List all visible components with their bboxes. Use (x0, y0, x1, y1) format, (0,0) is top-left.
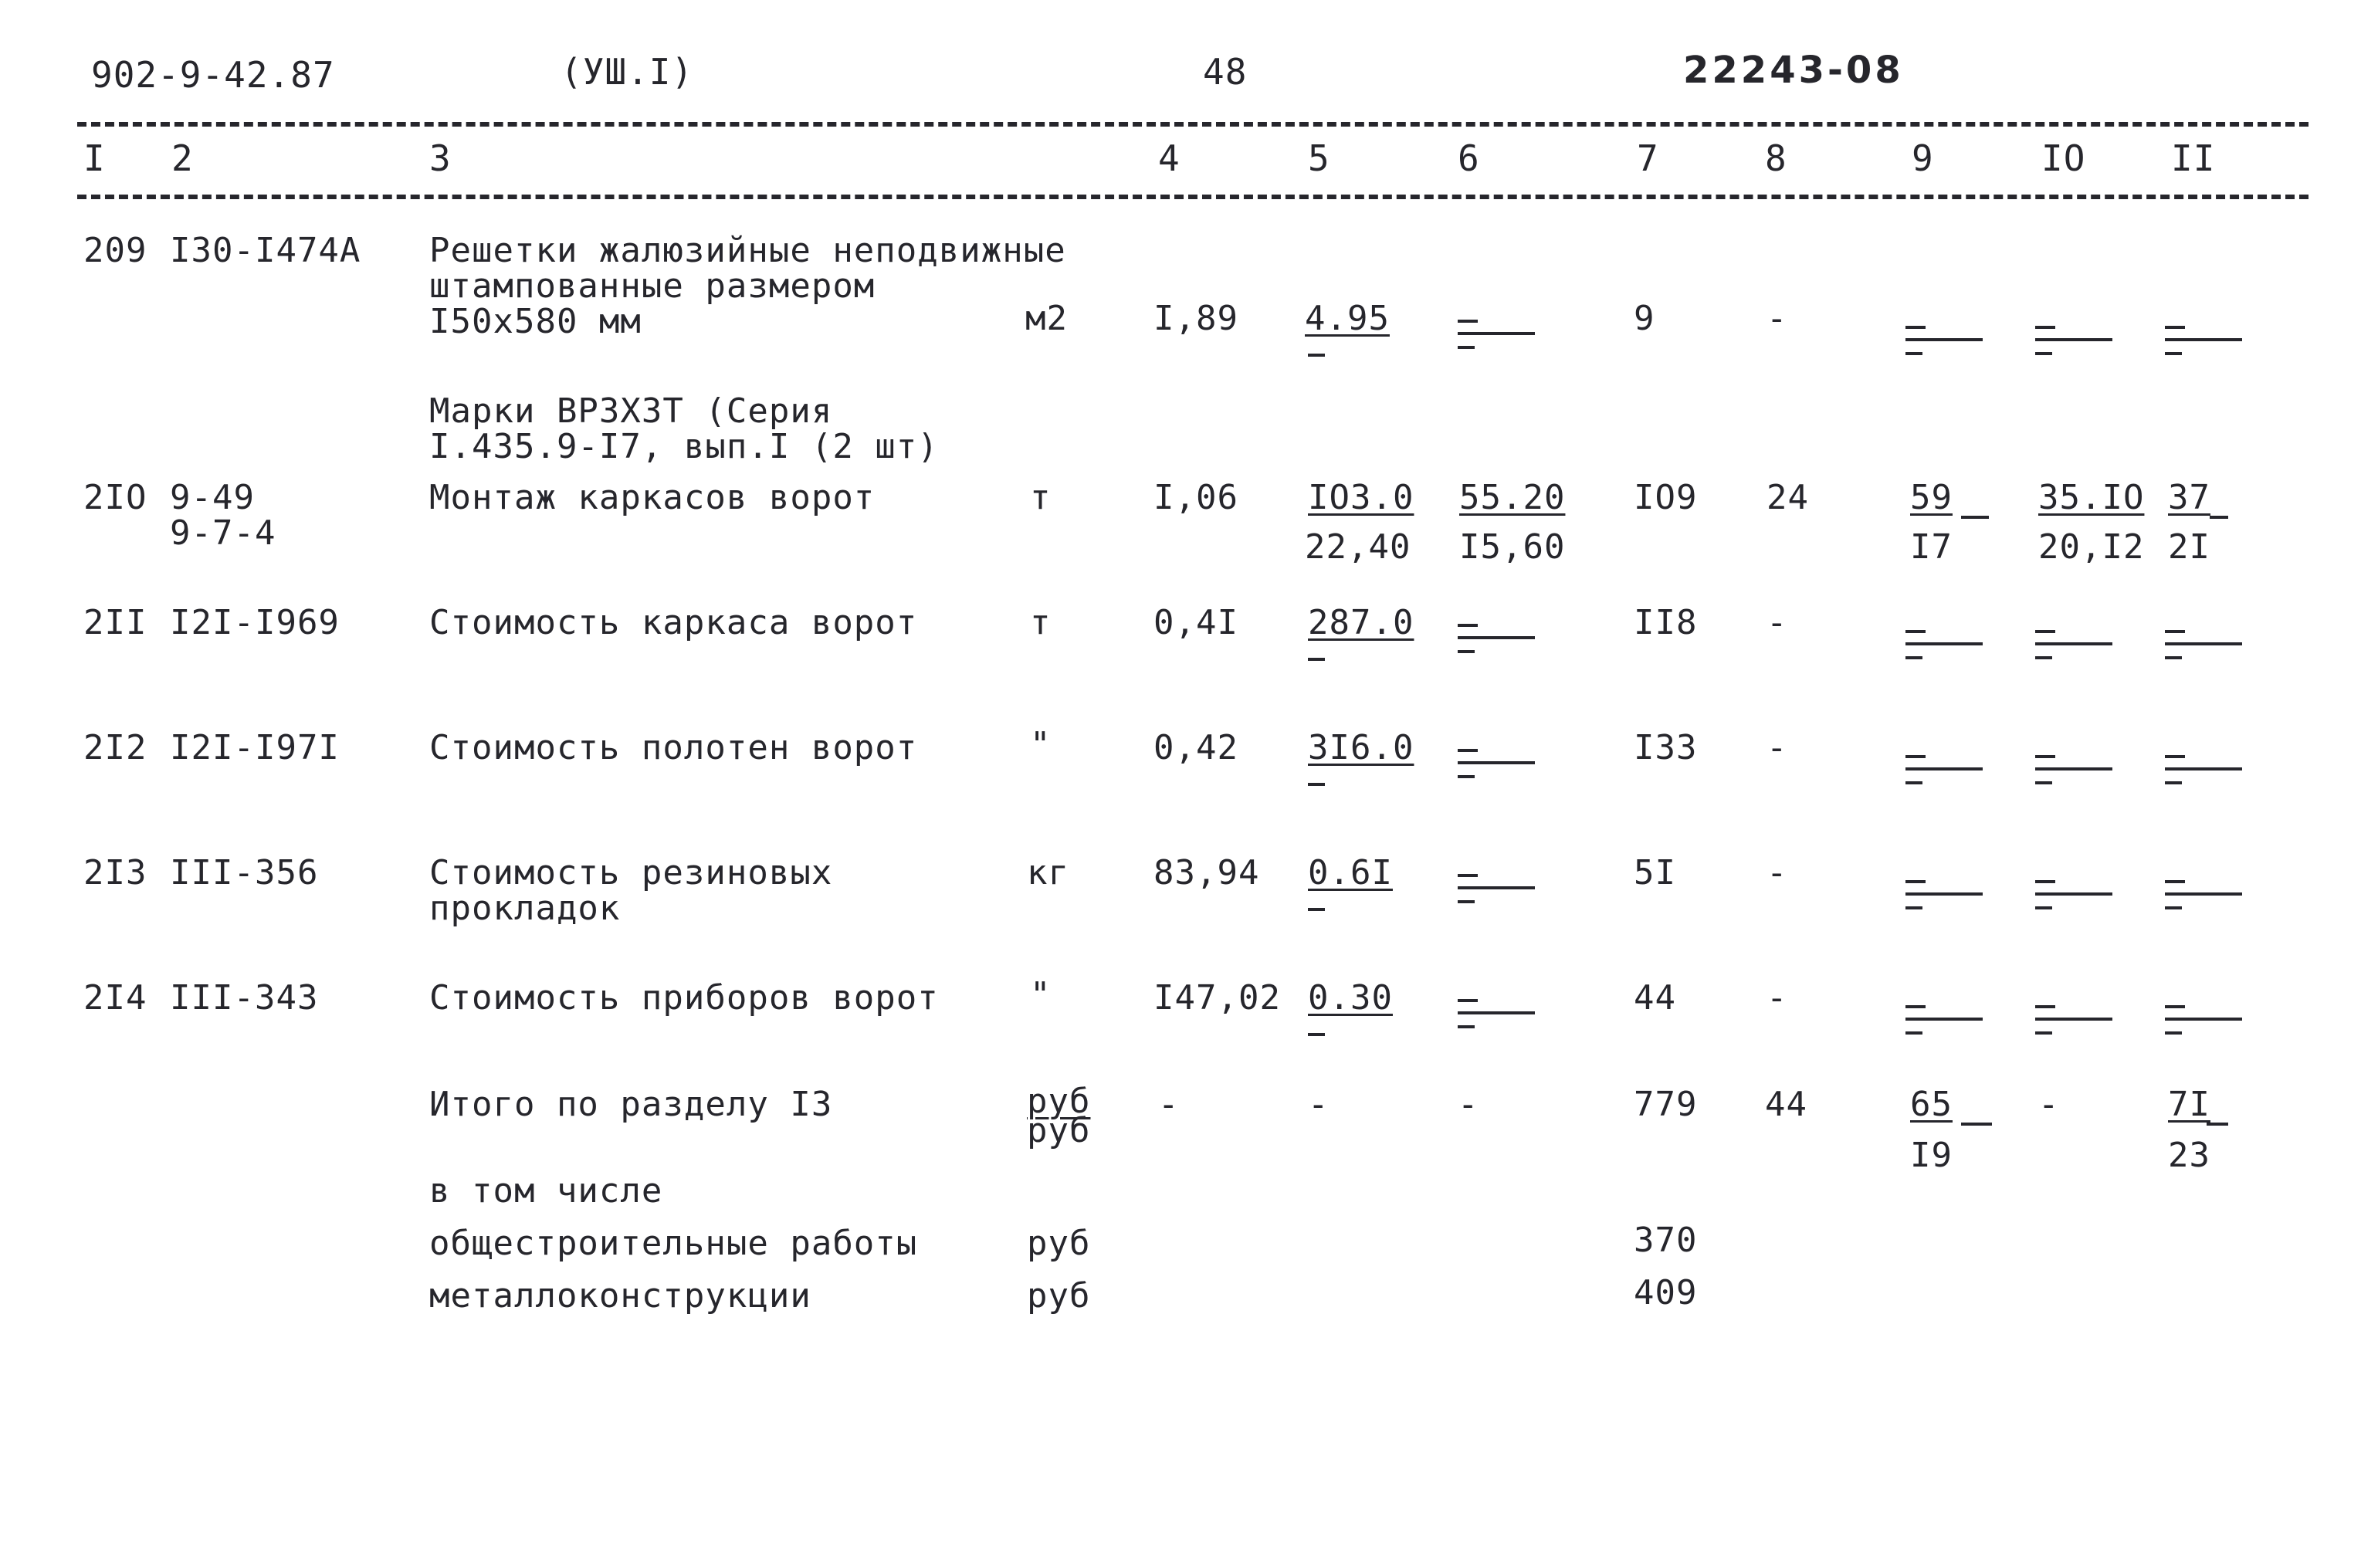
total-unit-bottom: руб (1027, 1111, 1091, 1150)
row-col9-bottom: I7 (1910, 527, 1953, 567)
row-quantity: 83,94 (1153, 853, 1260, 892)
total-label: Итого по разделу I3 (429, 1085, 833, 1124)
empty-fraction-mark (1458, 613, 1535, 659)
column-number-11: II (2171, 137, 2216, 179)
row-description-line: Стоимость резиновых (429, 853, 833, 892)
subtotal-label: металлоконструкции (429, 1276, 811, 1316)
row-total-cost: 5I (1634, 853, 1676, 892)
row-col6-bottom: I5,60 (1459, 527, 1566, 567)
empty-fraction-mark (2165, 869, 2242, 916)
row-col8: - (1767, 299, 1788, 338)
row-unit-cost: 3I6.0 (1308, 728, 1414, 767)
row-code: 9-7-4 (170, 513, 276, 553)
total-col6: - (1458, 1085, 1479, 1124)
empty-fraction-mark (1905, 744, 1983, 791)
total-col5: - (1308, 1085, 1330, 1124)
row-col8: - (1767, 603, 1788, 642)
empty-fraction-mark (1458, 988, 1535, 1035)
row-unit: м2 (1025, 299, 1068, 338)
total-col9-bottom: I9 (1910, 1136, 1953, 1175)
fraction-bar (2207, 1123, 2228, 1126)
row-number: 2IO (83, 478, 147, 517)
row-code: 9-49 (170, 478, 255, 517)
empty-fraction-mark (1308, 1033, 1325, 1036)
column-number-8: 8 (1765, 137, 1787, 179)
subtotal-value: 370 (1634, 1221, 1698, 1260)
row-col11-bottom: 2I (2168, 527, 2210, 567)
row-total-cost: IO9 (1634, 478, 1698, 517)
total-col7: 779 (1634, 1085, 1698, 1124)
column-number-6: 6 (1458, 137, 1480, 179)
row-unit-cost: 0.6I (1308, 853, 1393, 892)
row-code: III-343 (170, 978, 319, 1018)
empty-fraction-mark (1905, 869, 1983, 916)
row-description-line: Решетки жалюзийные неподвижные (429, 231, 1066, 270)
doc-code: 902-9-42.87 (91, 54, 335, 96)
row-unit: " (1030, 975, 1052, 1014)
row-total-cost: 44 (1634, 978, 1676, 1018)
row-total-cost: II8 (1634, 603, 1698, 642)
column-number-1: I (83, 137, 106, 179)
empty-fraction-mark (1308, 908, 1325, 911)
total-col8: 44 (1765, 1085, 1807, 1124)
empty-fraction-mark (1308, 354, 1325, 357)
empty-fraction-mark (1308, 658, 1325, 661)
empty-fraction-mark (2035, 994, 2112, 1041)
subtotal-label: общестроительные работы (429, 1224, 918, 1263)
row-quantity: 0,4I (1153, 603, 1238, 642)
row-description-line: I50x580 мм (429, 302, 642, 341)
empty-fraction-mark (2165, 994, 2242, 1041)
row-col11-top: 37 (2168, 478, 2210, 517)
row-col6-top: 55.20 (1459, 478, 1566, 517)
column-number-3: 3 (429, 137, 452, 179)
fraction-bar (1961, 1123, 1992, 1126)
empty-fraction-mark (2165, 619, 2242, 665)
including-label: в том числе (429, 1171, 663, 1211)
column-number-10: IO (2041, 137, 2086, 179)
header-top-rule (77, 122, 2308, 127)
row-unit-cost: 4.95 (1305, 299, 1390, 338)
row-number: 2I4 (83, 978, 147, 1018)
row-col8: - (1767, 853, 1788, 892)
empty-fraction-mark (1905, 315, 1983, 361)
row-unit-cost: 287.0 (1308, 603, 1414, 642)
row-unit-cost-top: IO3.0 (1308, 478, 1414, 517)
subtotal-unit: руб (1027, 1276, 1091, 1316)
row-description: Стоимость приборов ворот (429, 978, 939, 1018)
subtotal-value: 409 (1634, 1273, 1698, 1312)
page-number: 48 (1203, 51, 1248, 93)
row-col8: 24 (1767, 478, 1809, 517)
total-col11-bottom: 23 (2168, 1136, 2210, 1175)
empty-fraction-mark (2165, 744, 2242, 791)
row-unit: " (1030, 725, 1052, 764)
subtotal-unit: руб (1027, 1224, 1091, 1263)
fraction-bar (1961, 516, 1989, 519)
row-code: III-356 (170, 853, 319, 892)
empty-fraction-mark (2035, 315, 2112, 361)
total-col11-top: 7I (2168, 1085, 2210, 1124)
row-quantity: 0,42 (1153, 728, 1238, 767)
total-col9-top: 65 (1910, 1085, 1953, 1124)
handwritten-stamp: 22243-08 (1683, 49, 1904, 92)
row-description: Стоимость каркаса ворот (429, 603, 918, 642)
empty-fraction-mark (1458, 309, 1535, 355)
row-description-line: прокладок (429, 889, 621, 928)
section-code: (УШ.I) (561, 51, 694, 93)
fraction-bar (2210, 516, 2228, 519)
total-unit-top: руб (1027, 1082, 1091, 1121)
row-col8: - (1767, 978, 1788, 1018)
empty-fraction-mark (2035, 869, 2112, 916)
row-col10-top: 35.IO (2038, 478, 2145, 517)
row-number: 2I3 (83, 853, 147, 892)
row-col10-bottom: 20,I2 (2038, 527, 2145, 567)
header-bottom-rule (77, 195, 2308, 199)
total-col10: - (2038, 1085, 2060, 1124)
row-code: I2I-I97I (170, 728, 340, 767)
row-number: 209 (83, 231, 147, 270)
column-number-9: 9 (1912, 137, 1934, 179)
column-number-2: 2 (171, 137, 194, 179)
row-quantity: I47,02 (1153, 978, 1281, 1018)
empty-fraction-mark (2165, 315, 2242, 361)
empty-fraction-mark (1458, 738, 1535, 784)
empty-fraction-mark (2035, 744, 2112, 791)
row-number: 2I2 (83, 728, 147, 767)
column-number-5: 5 (1308, 137, 1330, 179)
column-number-7: 7 (1637, 137, 1659, 179)
empty-fraction-mark (1905, 994, 1983, 1041)
row-unit-cost: 0.30 (1308, 978, 1393, 1018)
column-number-4: 4 (1158, 137, 1180, 179)
row-number: 2II (83, 603, 147, 642)
row-note-line: I.435.9-I7, вып.I (2 шт) (429, 427, 939, 466)
row-description-line: штампованные размером (429, 266, 876, 306)
row-col9-top: 59 (1910, 478, 1953, 517)
empty-fraction-mark (1458, 863, 1535, 909)
row-unit: кг (1027, 853, 1069, 892)
row-unit: т (1030, 478, 1052, 517)
empty-fraction-mark (1905, 619, 1983, 665)
row-quantity: I,06 (1153, 478, 1238, 517)
row-total-cost: 9 (1634, 299, 1655, 338)
row-quantity: I,89 (1153, 299, 1238, 338)
row-col8: - (1767, 728, 1788, 767)
empty-fraction-mark (1308, 783, 1325, 786)
empty-fraction-mark (2035, 619, 2112, 665)
row-unit-cost-bottom: 22,40 (1305, 527, 1411, 567)
row-description: Монтаж каркасов ворот (429, 478, 876, 517)
row-note-line: Марки ВРЗХЗТ (Серия (429, 391, 833, 431)
row-total-cost: I33 (1634, 728, 1698, 767)
row-code: I30-I474A (170, 231, 361, 270)
row-code: I2I-I969 (170, 603, 340, 642)
total-col4: - (1158, 1085, 1180, 1124)
row-unit: т (1030, 603, 1052, 642)
row-description: Стоимость полотен ворот (429, 728, 918, 767)
